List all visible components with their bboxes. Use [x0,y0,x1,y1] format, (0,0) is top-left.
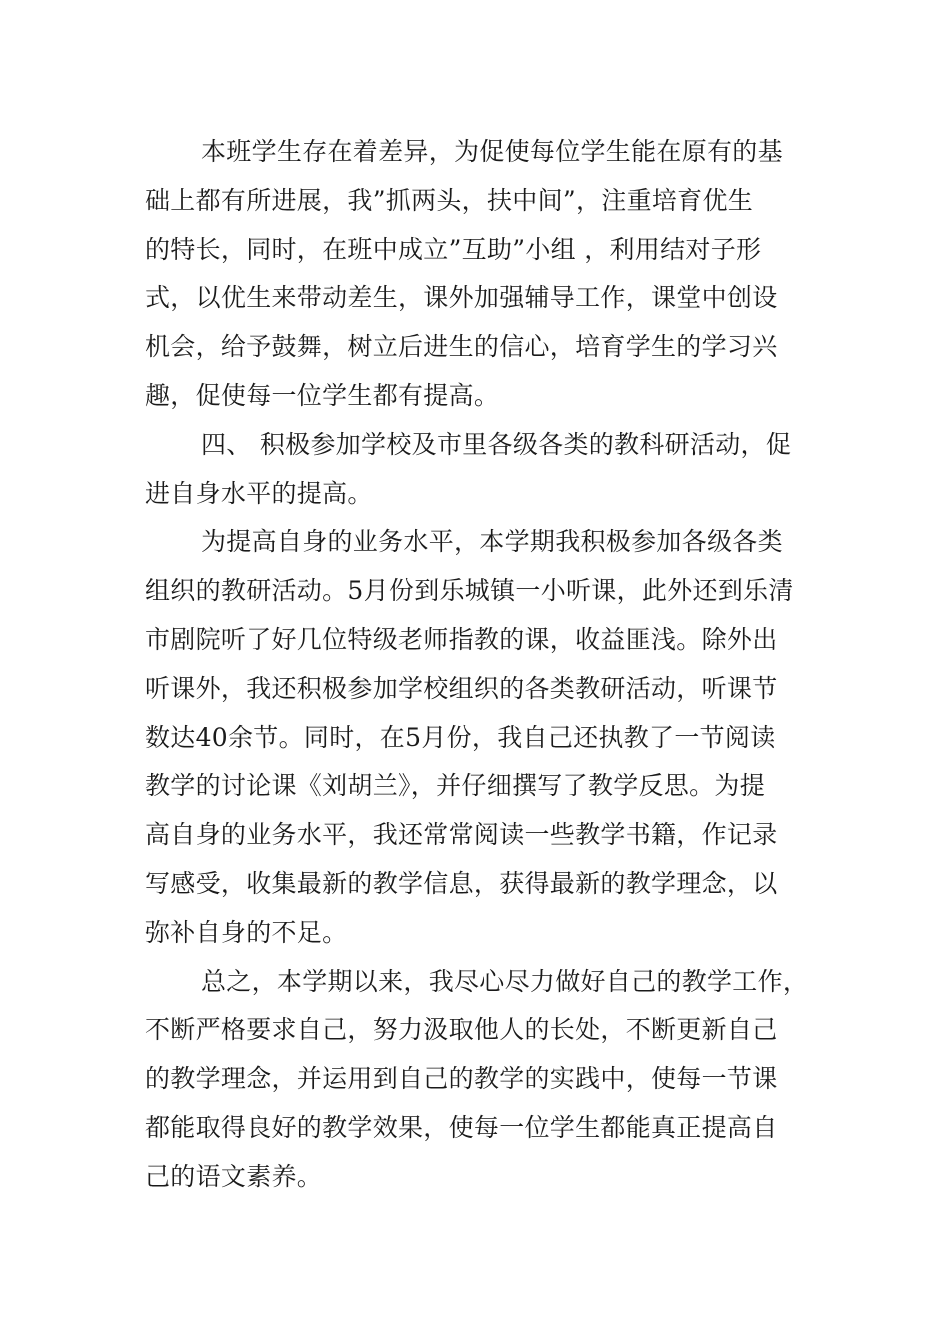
paragraph-line: 为提高自身的业务水平，本学期我积极参加各级各类 [201,527,783,557]
paragraph-line: 听课外，我还积极参加学校组织的各类教研活动，听课节 [145,673,778,703]
paragraph-line: 总之，本学期以来，我尽心尽力做好自己的教学工作， [201,966,809,996]
paragraph-line: 数达40余节。同时，在5月份，我自己还执教了一节阅读 [145,722,776,752]
paragraph-line: 的特长，同时，在班中成立”互助”小组 ，利用结对子形 [145,234,762,264]
paragraph-line: 趣，促使每一位学生都有提高。 [145,380,500,410]
paragraph-line: 写感受，收集最新的教学信息，获得最新的教学理念，以 [145,868,778,898]
heading-line: 四、 积极参加学校及市里各级各类的教科研活动，促 [201,429,792,459]
paragraph-line: 础上都有所进展，我”抓两头，扶中间”，注重培育优生 [145,185,754,215]
paragraph-line: 高自身的业务水平，我还常常阅读一些教学书籍，作记录 [145,820,778,850]
paragraph-summary [145,958,810,1202]
paragraph-line: 教学的讨论课《刘胡兰》，并仔细撰写了教学反思。为提 [145,771,766,801]
paragraph-line: 组织的教研活动。5月份到乐城镇一小听课，此外还到乐清 [145,576,794,606]
paragraph-line: 己的语文素养。 [145,1161,323,1191]
paragraph-research-activities [145,518,810,957]
heading-line: 进自身水平的提高。 [145,478,373,508]
paragraph-line: 的教学理念，并运用到自己的教学的实践中，使每一节课 [145,1064,778,1094]
paragraph-line: 机会，给予鼓舞，树立后进生的信心，培育学生的学习兴 [145,332,778,362]
paragraph-student-differences [145,128,810,421]
paragraph-line: 式，以优生来带动差生，课外加强辅导工作，课堂中创设 [145,283,778,313]
paragraph-line: 本班学生存在着差异，为促使每位学生能在原有的基 [201,137,783,166]
paragraph-line: 市剧院听了好几位特级老师指教的课，收益匪浅。除外出 [145,624,778,654]
section-heading-four [145,421,810,519]
paragraph-line: 不断严格要求自己，努力汲取他人的长处，不断更新自己 [145,1015,778,1045]
paragraph-line: 都能取得良好的教学效果，使每一位学生都能真正提高自 [145,1112,778,1142]
paragraph-line: 弥补自身的不足。 [145,917,348,947]
document-body [145,128,810,1202]
